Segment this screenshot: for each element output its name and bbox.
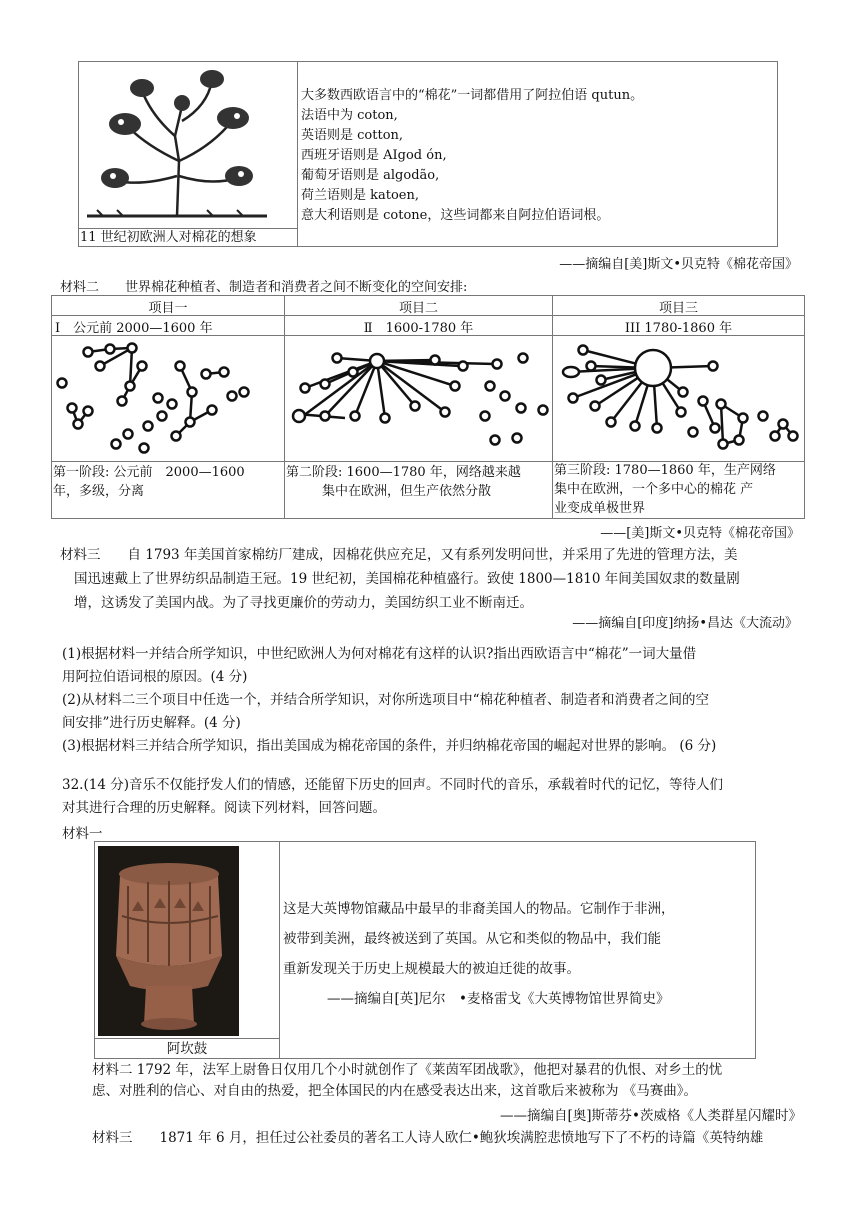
drum-source: ——摘编自[英]尼尔 •麦格雷戈《大英博物馆世界简史》 — [327, 991, 670, 1007]
question-line: 间安排”进行历史解释。(4 分) — [62, 715, 241, 731]
stage3-description — [554, 461, 804, 518]
period-label: Ⅱ 1600-1780 年 — [363, 321, 474, 336]
period-label: III 1780-1860 年 — [624, 321, 733, 336]
material1-line: 大多数西欧语言中的“棉花”一词都借用了阿拉伯语 qutun。 — [301, 88, 644, 103]
question-line: (2)从材料二三个项目中任选一个，并结合所学知识，对你所选项目中“棉花种植者、制造者和消费者之间的空 — [62, 692, 710, 708]
stage1-line: 第一阶段: 公元前 2000—1600 — [53, 465, 245, 480]
stage3-line: 集中在欧洲，一个多中心的棉花 产 — [554, 482, 754, 497]
material1-text — [301, 86, 643, 226]
material1-image-cell — [79, 62, 298, 246]
table-header: 项目二 — [398, 301, 438, 316]
q32-material2 — [92, 1060, 722, 1102]
question32-line: 32.(14 分)音乐不仅能抒发人们的情感，还能留下历史的回声。不同时代的音乐，承载着时代的记忆，等待人们 — [62, 777, 723, 793]
material2-table — [51, 295, 805, 519]
q32-material2-source: ——摘编自[奥]斯蒂芬•茨威格《人类群星闪耀时》 — [500, 1108, 802, 1124]
question-line: (3)根据材料三并结合所学知识，指出美国成为棉花帝国的条件，并归纳棉花帝国的崛起对世界的影响。 (6 分) — [62, 738, 717, 754]
table-header: 项目一 — [148, 301, 188, 316]
material1-line: 西班牙语则是 AIgod ón, — [301, 148, 447, 163]
material3-line: 国迅速戴上了世界纺织品制造王冠。19 世纪初，美国棉花种植盛行。致使 1800—1810 年间美国奴隶的数量剧 — [74, 571, 740, 587]
question32-intro — [62, 774, 723, 820]
questions — [62, 643, 716, 758]
period-label: Ⅰ 公元前 2000—1600 年 — [55, 321, 213, 336]
q32-material2-line: 材料二 1792 年，法军上尉鲁日仅用几个小时就创作了《莱茵军团战歌》，他把对暴君的仇恨、对乡土的忧 — [92, 1062, 723, 1078]
drum-photo — [98, 846, 239, 1036]
network-diagram-stage2 — [285, 336, 552, 461]
akan-drum-image — [98, 846, 239, 1036]
network-diagram-stage3 — [553, 336, 804, 461]
question-line: (1)根据材料一并结合所学知识，中世纪欧洲人为何对棉花有这样的认识?指出西欧语言中“棉花”一词大量借 — [62, 646, 697, 662]
drum-text-line: 重新发现关于历史上规模最大的被迫迁徙的故事。 — [283, 961, 580, 977]
stage1-line: 年，多级，分离 — [53, 484, 145, 499]
drum-text-line: 被带到美洲，最终被送到了英国。从它和类似的物品中，我们能 — [283, 931, 661, 947]
table-header: 项目三 — [658, 301, 698, 316]
material2-intro: 材料二 世界棉花种植者、制造者和消费者之间不断变化的空间安排: — [60, 280, 468, 295]
q32-material2-line: 虑、对胜利的信心、对自由的热爱，把全体国民的内在感受表达出来，这首歌后来被称为 《马赛曲》。 — [92, 1083, 698, 1099]
drum-image-cell — [95, 842, 280, 1058]
material1-line: 意大利语则是 cotone，这些词都来自阿拉伯语词根。 — [301, 208, 610, 223]
q32-material1-label: 材料一 — [62, 826, 103, 842]
material1-caption: 11 世纪初欧洲人对棉花的想象 — [79, 228, 298, 247]
stage2-line: 集中在欧洲，但生产依然分散 — [322, 484, 492, 499]
q32-material3: 材料三 1871 年 6 月，担任过公社委员的著名工人诗人欧仁•鲍狄埃满腔悲愤地写下了不朽的诗篇《英特纳雄 — [92, 1130, 764, 1146]
material1-source: ——摘编自[美]斯文•贝克特《棉花帝国》 — [559, 257, 798, 272]
material1-line: 荷兰语则是 katoen, — [301, 188, 420, 203]
drum-text-line: 这是大英博物馆藏品中最早的非裔美国人的物品。它制作于非洲， — [283, 901, 675, 917]
drum-caption: 阿坎鼓 — [95, 1038, 279, 1059]
network-diagram-stage1 — [52, 336, 284, 461]
stage1-description — [53, 463, 284, 501]
drum-description — [283, 894, 675, 1014]
material3-text — [60, 543, 740, 615]
stage2-line: 第二阶段: 1600—1780 年，网络越来越 — [286, 465, 521, 480]
material3-line: 材料三 自 1793 年美国首家棉纺厂建成，因棉花供应充足，又有系列发明问世，并采用了先进的管理方法，美 — [60, 547, 738, 563]
material2-source: ——[美]斯文•贝克特《棉花帝国》 — [600, 526, 800, 541]
question32-line: 对其进行合理的历史解释。阅读下列材料，回答问题。 — [62, 800, 386, 816]
question-line: 用阿拉伯语词根的原因。(4 分) — [62, 669, 248, 685]
material1-line: 英语则是 cotton, — [301, 128, 404, 143]
material1-line: 法语中为 coton, — [301, 108, 398, 123]
material3-source: ——摘编自[印度]纳扬•昌达《大流动》 — [572, 616, 798, 631]
cotton-plant-illustration — [87, 66, 267, 221]
stage3-line: 第三阶段: 1780—1860 年，生产网络 — [554, 463, 776, 478]
material3-line: 增，这诱发了美国内战。为了寻找更廉价的劳动力，美国纺织工业不断南迁。 — [74, 595, 533, 611]
stage3-line: 业变成单极世界 — [554, 501, 646, 516]
material1-line: 葡萄牙语则是 algodão, — [301, 168, 440, 183]
stage2-description — [286, 463, 552, 501]
drum-table — [94, 841, 756, 1059]
material1-table — [78, 61, 778, 247]
